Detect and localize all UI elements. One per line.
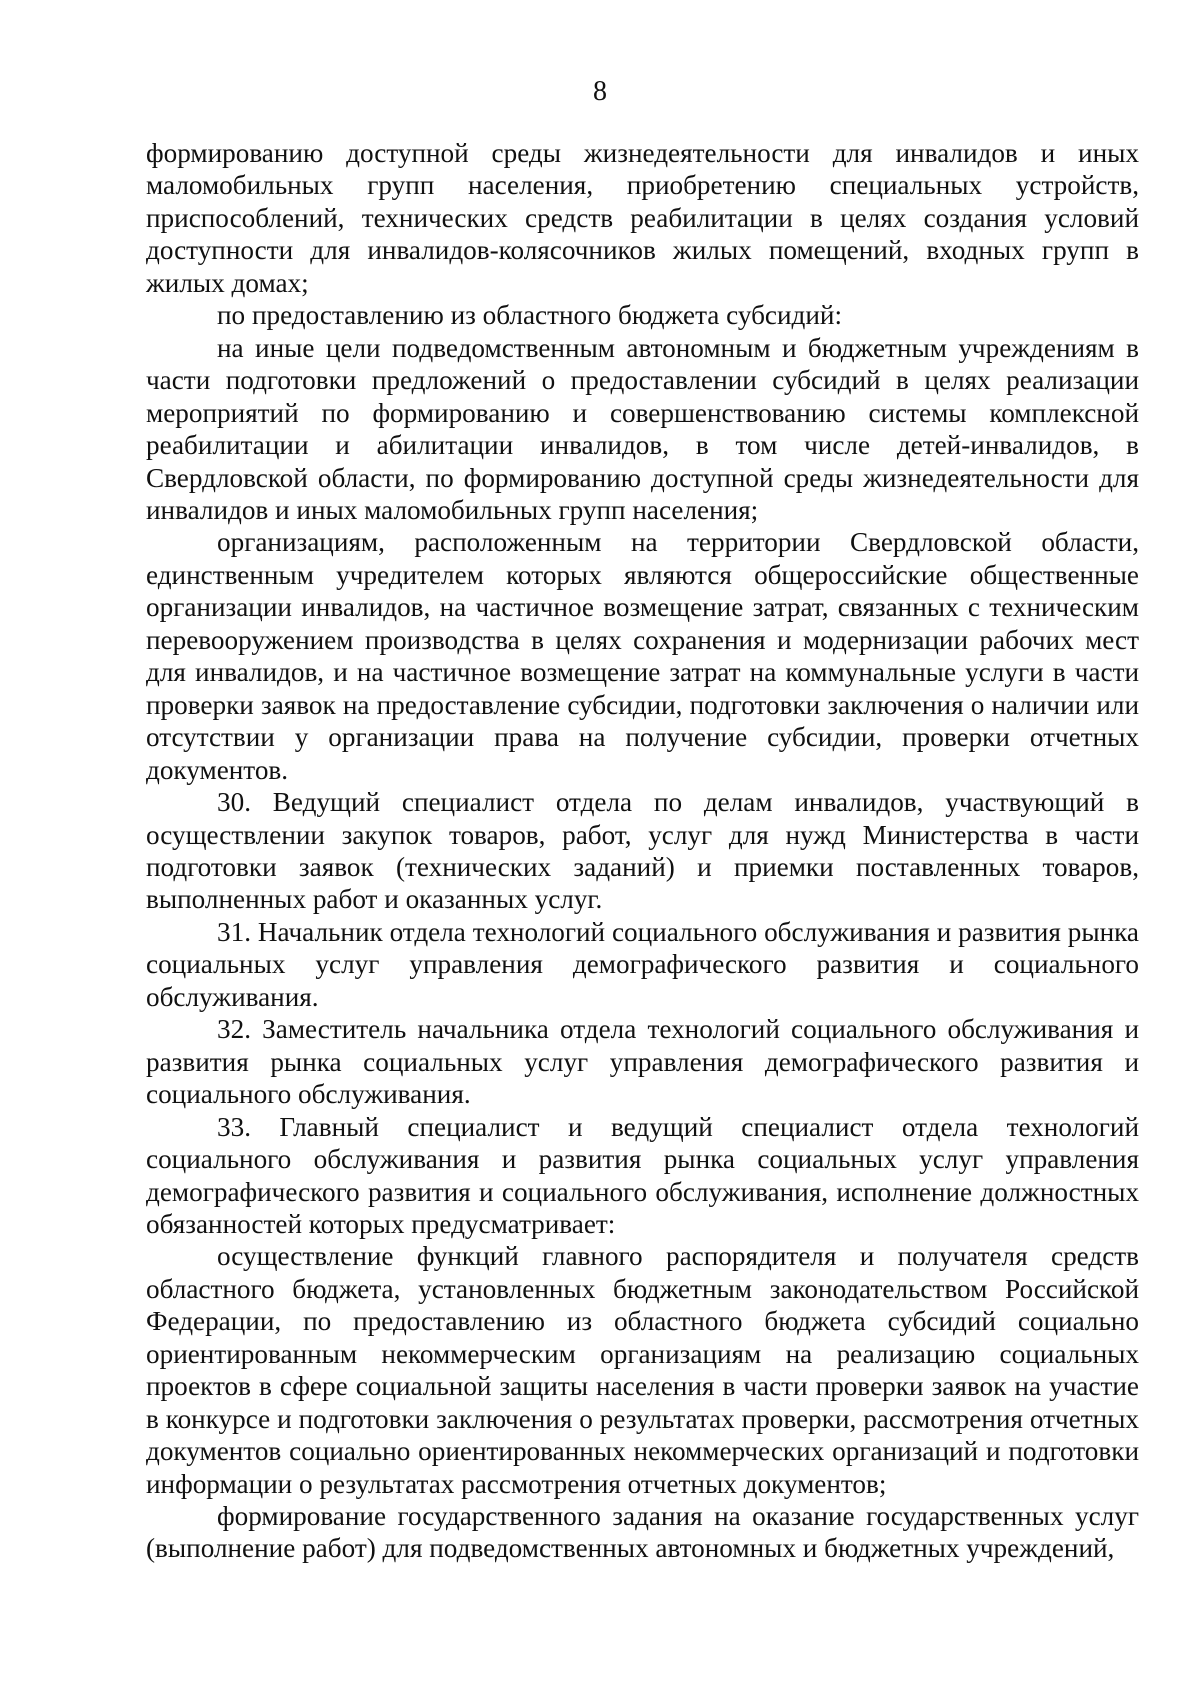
paragraph: формированию доступной среды жизнедеятельности для инвалидов и иных маломобильных групп населения, приобретению специальных устройств, приспособлений, технических средств реабилитации в целях создания условий доступности для инвалидов-колясочников жилых помещений, входных групп в жилых домах; [146, 138, 1139, 298]
paragraph: осуществление функций главного распорядителя и получателя средств областного бюджета, установленных бюджетным законодательством Российской Федерации, по предоставлению из областного бюджета субсидий социально ориентированным некоммерческим организациям на реализацию социальных проектов в сфере социальной защиты населения в части проверки заявок на участие в конкурсе и подготовки заключения о результатах проверки, рассмотрения отчетных документов социально ориентированных некоммерческих организаций и подготовки информации о результатах рассмотрения отчетных документов; [146, 1241, 1139, 1499]
paragraph-item-33: 33. Главный специалист и ведущий специалист отдела технологий социального обслуживания и развития рынка социальных услуг управления демографического развития и социального обслуживания, исполнение должностных обязанностей которых предусматривает: [146, 1111, 1139, 1239]
paragraph: формирование государственного задания на оказание государственных услуг (выполнение работ) для подведомственных автономных и бюджетных учреждений, [146, 1501, 1139, 1564]
paragraph-item-30: 30. Ведущий специалист отдела по делам инвалидов, участвующий в осуществлении закупок товаров, работ, услуг для нужд Министерства в части подготовки заявок (технических заданий) и приемки поставленных товаров, выполненных работ и оказанных услуг. [146, 787, 1139, 915]
paragraph: на иные цели подведомственным автономным и бюджетным учреждениям в части подготовки предложений о предоставлении субсидий в целях реализации мероприятий по формированию и совершенствованию системы комплексной реабилитации и абилитации инвалидов, в том числе детей-инвалидов, в Свердловской области, по формированию доступной среды жизнедеятельности для инвалидов и иных маломобильных групп населения; [146, 332, 1139, 525]
paragraph-item-31: 31. Начальник отдела технологий социального обслуживания и развития рынка социальных услуг управления демографического развития и социального обслуживания. [146, 916, 1139, 1012]
page-number: 8 [593, 76, 607, 107]
paragraph: организациям, расположенным на территории Свердловской области, единственным учредителем которых являются общероссийские общественные организации инвалидов, на частичное возмещение затрат, связанных с техническим перевооружением производства в целях сохранения и модернизации рабочих мест для инвалидов, и на частичное возмещение затрат на коммунальные услуги в части проверки заявок на предоставление субсидии, подготовки заключения о наличии или отсутствии у организации права на получение субсидии, проверки отчетных документов. [146, 527, 1139, 785]
paragraph-item-32: 32. Заместитель начальника отдела технологий социального обслуживания и развития рынка социальных услуг управления демографического развития и социального обслуживания. [146, 1014, 1139, 1110]
document-body [146, 137, 1139, 1565]
paragraph: по предоставлению из областного бюджета субсидий: [217, 300, 843, 331]
